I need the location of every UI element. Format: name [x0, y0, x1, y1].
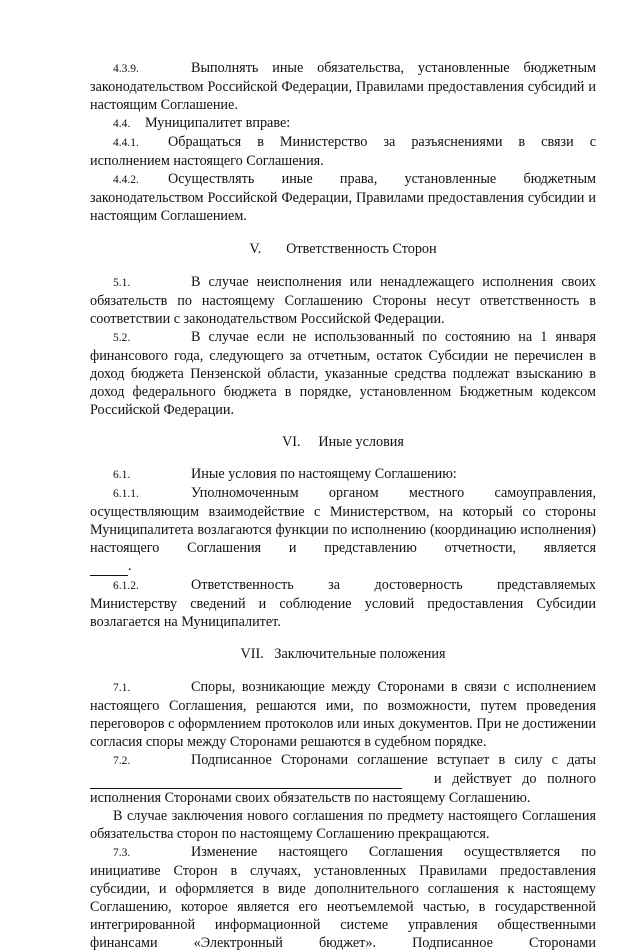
section-title: Ответственность Сторон	[286, 241, 437, 257]
clause-text: В случае заключения нового соглашения по предмету настоящего Соглашения обязательства сторон по настоящему Соглашению прекращаются.	[90, 808, 596, 842]
clause-text: финансового года, следующего за отчетным, остаток Субсидии не перечислен в доход бюджета Пензенской области, указанные средства подлежат взысканию в доход федерального бюджета в порядке, установленном Бюджетным кодексом Российской Федерации.	[90, 348, 596, 418]
clause-text-line: Выполнять иные обязательства, установленные бюджетным	[191, 60, 596, 76]
clause-text: инициативе Сторон в случаях, установленных Правилами предоставления субсидии, и оформляется в виде дополнительного соглашения к настоящему Соглашению, которое является его неотъемлемой частью, в государственной интегрированной информационной системе управления общественными финансами «Электронный бюджет». Подписанное Сторонами	[90, 863, 596, 951]
clause-text: Министерству сведений и соблюдение условий предоставления Субсидии возлагается на Муниципалитет.	[90, 596, 596, 630]
clause-text: исполнением настоящего Соглашения.	[90, 153, 324, 169]
date-fill-in-blank	[90, 770, 402, 789]
clause-6-1-1: 6.1.1. Уполномоченным органом местного самоуправления, осуществляющим взаимодействие с Министерством, на который со стороны Муниципалитета возлагаются функции по исполнению (координацию исполнения) настоящего Соглашения и представлению отчетности, является .	[90, 485, 596, 574]
clause-text-line: Ответственность за достоверность представляемых	[191, 577, 596, 593]
clause-text: обязательств по настоящему Соглашению Стороны несут ответственность в соответствии с законодательством Российской Федерации.	[90, 293, 596, 327]
clause-4-4-1	[90, 133, 596, 170]
section-title: Иные условия	[318, 434, 404, 450]
clause-4-4-2	[90, 170, 596, 225]
clause-number: 5.2.	[113, 332, 131, 344]
clause-4-4	[90, 114, 596, 133]
clause-text-line: Уполномоченным органом местного самоуправления,	[191, 485, 596, 501]
clause-text: законодательством Российской Федерации, Правилами предоставления субсидии и настоящим Соглашением.	[90, 190, 596, 224]
clause-text-line: В случае если не использованный по состоянию на 1 января	[191, 329, 596, 345]
clause-7-2	[90, 751, 596, 807]
section-heading-v	[90, 240, 596, 258]
clause-text-line: Споры, возникающие между Сторонами в связи с исполнением	[191, 679, 596, 695]
clause-text: Муниципалитет вправе:	[145, 115, 291, 131]
clause-number: 6.1.1.	[113, 488, 139, 500]
clause-number: 4.3.9.	[113, 63, 139, 75]
clause-number: 7.1.	[113, 682, 131, 694]
section-roman: VII.	[240, 646, 264, 662]
section-roman: VI.	[282, 434, 301, 450]
fill-in-blank	[90, 557, 128, 576]
clause-6-1	[90, 465, 596, 484]
clause-5-2	[90, 328, 596, 419]
clause-6-1-2	[90, 576, 596, 631]
clause-text: законодательством Российской Федерации, Правилами предоставления субсидий и настоящим Соглашение.	[90, 79, 596, 113]
clause-text-line: В случае неисполнения или ненадлежащего исполнения своих	[191, 274, 596, 290]
clause-text: исполнения Сторонами своих обязательств по настоящему Соглашению.	[90, 790, 531, 806]
clause-text-line: Обращаться в Министерство за разъяснениями в связи с	[168, 134, 596, 150]
clause-text: настоящего Соглашения, решаются ими, по возможности, путем проведения переговоров с оформлением протоколов или иных документов. При не достижении согласия споры между Сторонами решаются в судебном порядке.	[90, 698, 596, 750]
clause-number: 4.4.	[113, 118, 131, 130]
clause-text-line: Изменение настоящего Соглашения осуществляется по	[191, 844, 596, 860]
section-heading-vii	[90, 645, 596, 663]
clause-text: осуществляющим взаимодействие с Министерством, на который со стороны Муниципалитета возлагаются функции по исполнению (координацию исполнения) настоящего Соглашения и представлению отчетности, является	[90, 504, 596, 556]
clause-number: 7.3.	[113, 847, 131, 859]
clause-number: 6.1.2.	[113, 580, 139, 592]
clause-number: 6.1.	[113, 469, 131, 481]
document-page	[90, 59, 596, 952]
clause-number: 5.1.	[113, 277, 131, 289]
section-heading-vi	[90, 433, 596, 451]
clause-text: Иные условия по настоящему Соглашению:	[191, 466, 457, 482]
clause-text-line: Осуществлять иные права, установленные бюджетным	[168, 171, 596, 187]
clause-number: 4.4.2.	[113, 174, 139, 186]
clause-number: 4.4.1.	[113, 137, 139, 149]
clause-7-1	[90, 678, 596, 751]
clause-text-line: Подписанное Сторонами соглашение вступает в силу с даты	[191, 752, 596, 768]
section-title: Заключительные положения	[274, 646, 446, 662]
clause-new-agreement	[90, 807, 596, 843]
section-roman: V.	[249, 241, 262, 257]
clause-7-3	[90, 843, 596, 952]
clause-5-1	[90, 273, 596, 328]
clause-number: 7.2.	[113, 755, 131, 767]
clause-text-line: и действует до полного	[434, 771, 597, 787]
clause-4-3-9	[90, 59, 596, 114]
